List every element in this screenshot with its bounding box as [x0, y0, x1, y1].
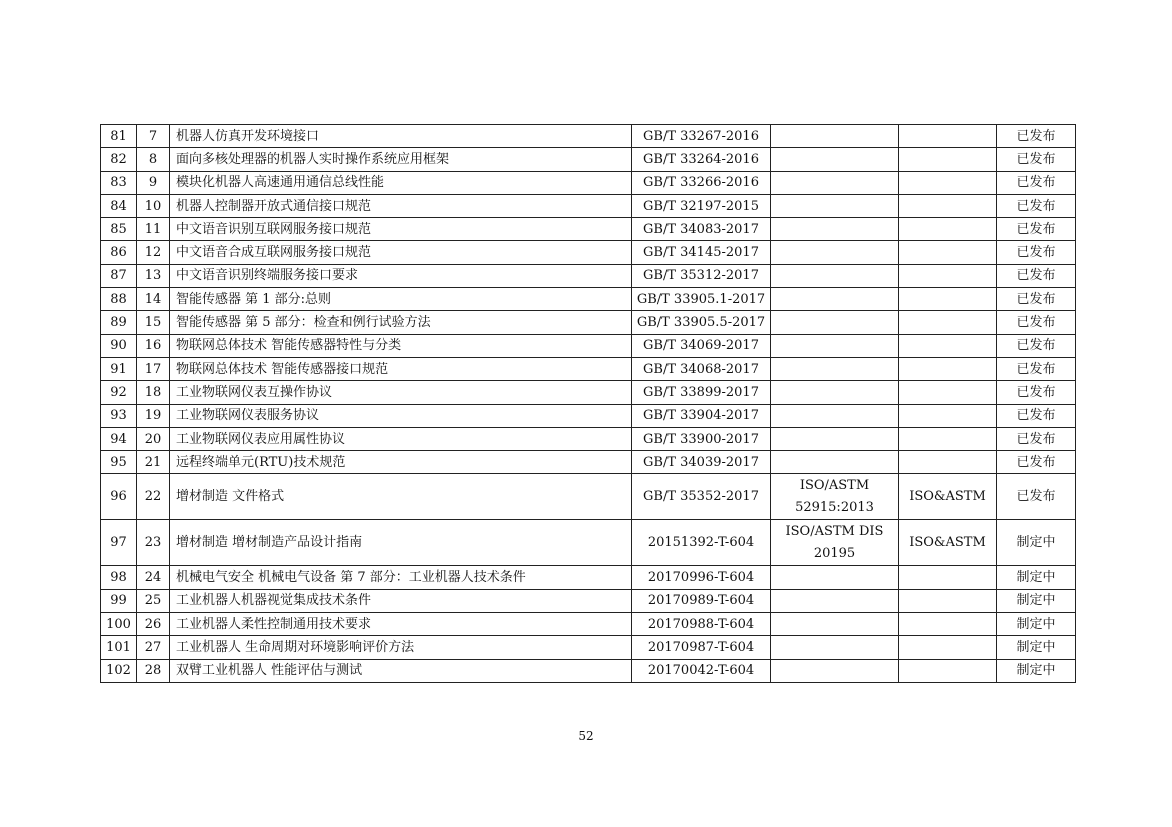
- table-row: [101, 357, 1076, 380]
- table-row: [101, 241, 1076, 264]
- status-cell: 已发布: [997, 194, 1076, 217]
- row-index-cell: 91: [101, 357, 137, 380]
- international-standard-cell: [771, 125, 899, 148]
- sub-index-cell: 19: [137, 404, 170, 427]
- table-row: [101, 636, 1076, 659]
- status-cell: 制定中: [997, 613, 1076, 636]
- standard-number-cell: GB/T 33266-2016: [632, 171, 771, 194]
- table-row: [101, 613, 1076, 636]
- table-row: [101, 148, 1076, 171]
- international-standard-cell: [771, 194, 899, 217]
- international-standard-cell: [771, 171, 899, 194]
- status-cell: 已发布: [997, 404, 1076, 427]
- row-index-cell: 99: [101, 589, 137, 612]
- table-row: [101, 451, 1076, 474]
- sub-index-cell: 18: [137, 381, 170, 404]
- status-cell: 制定中: [997, 589, 1076, 612]
- row-index-cell: 81: [101, 125, 137, 148]
- row-index-cell: 100: [101, 613, 137, 636]
- organization-cell: [899, 566, 997, 589]
- sub-index-cell: 9: [137, 171, 170, 194]
- row-index-cell: 87: [101, 264, 137, 287]
- sub-index-cell: 17: [137, 357, 170, 380]
- status-cell: 已发布: [997, 171, 1076, 194]
- status-cell: 已发布: [997, 218, 1076, 241]
- row-index-cell: 85: [101, 218, 137, 241]
- standard-name-cell: 工业机器人 生命周期对环境影响评价方法: [170, 636, 632, 659]
- sub-index-cell: 27: [137, 636, 170, 659]
- standard-name-cell: 智能传感器 第 5 部分：检查和例行试验方法: [170, 311, 632, 334]
- standard-name-cell: 物联网总体技术 智能传感器特性与分类: [170, 334, 632, 357]
- row-index-cell: 84: [101, 194, 137, 217]
- status-cell: 已发布: [997, 357, 1076, 380]
- row-index-cell: 95: [101, 451, 137, 474]
- sub-index-cell: 7: [137, 125, 170, 148]
- row-index-cell: 97: [101, 520, 137, 566]
- international-standard-cell: [771, 636, 899, 659]
- organization-cell: [899, 311, 997, 334]
- standard-name-cell: 面向多核处理器的机器人实时操作系统应用框架: [170, 148, 632, 171]
- table-row: [101, 194, 1076, 217]
- sub-index-cell: 20: [137, 427, 170, 450]
- sub-index-cell: 15: [137, 311, 170, 334]
- status-cell: 已发布: [997, 311, 1076, 334]
- international-standard-cell: [771, 357, 899, 380]
- standard-number-cell: GB/T 33904-2017: [632, 404, 771, 427]
- row-index-cell: 98: [101, 566, 137, 589]
- international-standard-cell: [771, 311, 899, 334]
- standard-number-cell: GB/T 33267-2016: [632, 125, 771, 148]
- row-index-cell: 90: [101, 334, 137, 357]
- standard-name-cell: 智能传感器 第 1 部分:总则: [170, 288, 632, 311]
- standard-name-cell: 机器人仿真开发环境接口: [170, 125, 632, 148]
- standard-name-cell: 工业物联网仪表互操作协议: [170, 381, 632, 404]
- organization-cell: [899, 218, 997, 241]
- page-number: 52: [578, 729, 594, 743]
- standard-name-cell: 中文语音识别互联网服务接口规范: [170, 218, 632, 241]
- row-index-cell: 83: [101, 171, 137, 194]
- standard-name-cell: 远程终端单元(RTU)技术规范: [170, 451, 632, 474]
- table-row: [101, 659, 1076, 682]
- sub-index-cell: 8: [137, 148, 170, 171]
- sub-index-cell: 11: [137, 218, 170, 241]
- status-cell: 已发布: [997, 427, 1076, 450]
- row-index-cell: 94: [101, 427, 137, 450]
- organization-cell: [899, 636, 997, 659]
- standard-number-cell: GB/T 32197-2015: [632, 194, 771, 217]
- organization-cell: [899, 381, 997, 404]
- standard-number-cell: GB/T 33264-2016: [632, 148, 771, 171]
- standard-number-cell: GB/T 34068-2017: [632, 357, 771, 380]
- sub-index-cell: 14: [137, 288, 170, 311]
- sub-index-cell: 23: [137, 520, 170, 566]
- international-standard-cell: [771, 589, 899, 612]
- standard-name-cell: 机械电气安全 机械电气设备 第 7 部分：工业机器人技术条件: [170, 566, 632, 589]
- organization-cell: ISO&ASTM: [899, 474, 997, 520]
- table-row: [101, 125, 1076, 148]
- table-row: [101, 520, 1076, 566]
- organization-cell: [899, 288, 997, 311]
- organization-cell: [899, 171, 997, 194]
- row-index-cell: 96: [101, 474, 137, 520]
- table-row: [101, 218, 1076, 241]
- table-row: [101, 474, 1076, 520]
- standard-name-cell: 工业物联网仪表服务协议: [170, 404, 632, 427]
- status-cell: 制定中: [997, 659, 1076, 682]
- international-standard-cell: [771, 566, 899, 589]
- table-row: [101, 311, 1076, 334]
- standard-number-cell: GB/T 33899-2017: [632, 381, 771, 404]
- table-row: [101, 427, 1076, 450]
- sub-index-cell: 10: [137, 194, 170, 217]
- standard-name-cell: 模块化机器人高速通用通信总线性能: [170, 171, 632, 194]
- standard-number-cell: GB/T 34083-2017: [632, 218, 771, 241]
- organization-cell: [899, 357, 997, 380]
- standard-name-cell: 工业机器人机器视觉集成技术条件: [170, 589, 632, 612]
- standard-number-cell: GB/T 33905.5-2017: [632, 311, 771, 334]
- organization-cell: [899, 148, 997, 171]
- row-index-cell: 101: [101, 636, 137, 659]
- standard-name-cell: 中文语音识别终端服务接口要求: [170, 264, 632, 287]
- standard-number-cell: 20170989-T-604: [632, 589, 771, 612]
- organization-cell: [899, 659, 997, 682]
- standard-name-cell: 增材制造 文件格式: [170, 474, 632, 520]
- row-index-cell: 93: [101, 404, 137, 427]
- status-cell: 已发布: [997, 288, 1076, 311]
- international-standard-cell: [771, 241, 899, 264]
- status-cell: 已发布: [997, 125, 1076, 148]
- organization-cell: [899, 613, 997, 636]
- table-row: [101, 566, 1076, 589]
- sub-index-cell: 26: [137, 613, 170, 636]
- organization-cell: [899, 194, 997, 217]
- row-index-cell: 88: [101, 288, 137, 311]
- status-cell: 已发布: [997, 381, 1076, 404]
- standard-number-cell: GB/T 35352-2017: [632, 474, 771, 520]
- international-standard-cell: [771, 288, 899, 311]
- organization-cell: [899, 264, 997, 287]
- sub-index-cell: 24: [137, 566, 170, 589]
- standard-number-cell: GB/T 34069-2017: [632, 334, 771, 357]
- standards-table-body: [101, 125, 1076, 683]
- standard-number-cell: GB/T 33900-2017: [632, 427, 771, 450]
- standard-name-cell: 物联网总体技术 智能传感器接口规范: [170, 357, 632, 380]
- row-index-cell: 89: [101, 311, 137, 334]
- standard-number-cell: GB/T 33905.1-2017: [632, 288, 771, 311]
- standard-name-cell: 双臂工业机器人 性能评估与测试: [170, 659, 632, 682]
- table-row: [101, 381, 1076, 404]
- international-standard-cell: [771, 451, 899, 474]
- row-index-cell: 92: [101, 381, 137, 404]
- international-standard-cell: [771, 613, 899, 636]
- status-cell: 已发布: [997, 451, 1076, 474]
- row-index-cell: 86: [101, 241, 137, 264]
- organization-cell: [899, 404, 997, 427]
- international-standard-cell: [771, 148, 899, 171]
- status-cell: 已发布: [997, 474, 1076, 520]
- international-standard-cell: [771, 334, 899, 357]
- sub-index-cell: 21: [137, 451, 170, 474]
- standards-table: [100, 124, 1076, 683]
- table-row: [101, 264, 1076, 287]
- standard-name-cell: 增材制造 增材制造产品设计指南: [170, 520, 632, 566]
- table-row: [101, 589, 1076, 612]
- standard-name-cell: 中文语音合成互联网服务接口规范: [170, 241, 632, 264]
- organization-cell: [899, 125, 997, 148]
- sub-index-cell: 12: [137, 241, 170, 264]
- standard-number-cell: 20151392-T-604: [632, 520, 771, 566]
- table-row: [101, 334, 1076, 357]
- organization-cell: [899, 241, 997, 264]
- organization-cell: ISO&ASTM: [899, 520, 997, 566]
- organization-cell: [899, 427, 997, 450]
- standard-name-cell: 机器人控制器开放式通信接口规范: [170, 194, 632, 217]
- row-index-cell: 82: [101, 148, 137, 171]
- international-standard-cell: [771, 659, 899, 682]
- standard-number-cell: GB/T 34039-2017: [632, 451, 771, 474]
- table-row: [101, 404, 1076, 427]
- international-standard-cell: ISO/ASTM 52915:2013: [771, 474, 899, 520]
- organization-cell: [899, 589, 997, 612]
- status-cell: 已发布: [997, 148, 1076, 171]
- standard-number-cell: 20170988-T-604: [632, 613, 771, 636]
- sub-index-cell: 28: [137, 659, 170, 682]
- standard-number-cell: GB/T 34145-2017: [632, 241, 771, 264]
- international-standard-cell: [771, 218, 899, 241]
- standard-number-cell: 20170987-T-604: [632, 636, 771, 659]
- international-standard-cell: [771, 427, 899, 450]
- status-cell: 已发布: [997, 334, 1076, 357]
- sub-index-cell: 16: [137, 334, 170, 357]
- table-row: [101, 288, 1076, 311]
- standard-number-cell: 20170996-T-604: [632, 566, 771, 589]
- sub-index-cell: 25: [137, 589, 170, 612]
- standard-number-cell: 20170042-T-604: [632, 659, 771, 682]
- sub-index-cell: 22: [137, 474, 170, 520]
- organization-cell: [899, 334, 997, 357]
- international-standard-cell: [771, 381, 899, 404]
- status-cell: 制定中: [997, 520, 1076, 566]
- status-cell: 已发布: [997, 241, 1076, 264]
- standard-number-cell: GB/T 35312-2017: [632, 264, 771, 287]
- status-cell: 制定中: [997, 566, 1076, 589]
- organization-cell: [899, 451, 997, 474]
- sub-index-cell: 13: [137, 264, 170, 287]
- table-row: [101, 171, 1076, 194]
- international-standard-cell: [771, 264, 899, 287]
- status-cell: 制定中: [997, 636, 1076, 659]
- international-standard-cell: [771, 404, 899, 427]
- row-index-cell: 102: [101, 659, 137, 682]
- international-standard-cell: ISO/ASTM DIS 20195: [771, 520, 899, 566]
- standard-name-cell: 工业物联网仪表应用属性协议: [170, 427, 632, 450]
- standard-name-cell: 工业机器人柔性控制通用技术要求: [170, 613, 632, 636]
- status-cell: 已发布: [997, 264, 1076, 287]
